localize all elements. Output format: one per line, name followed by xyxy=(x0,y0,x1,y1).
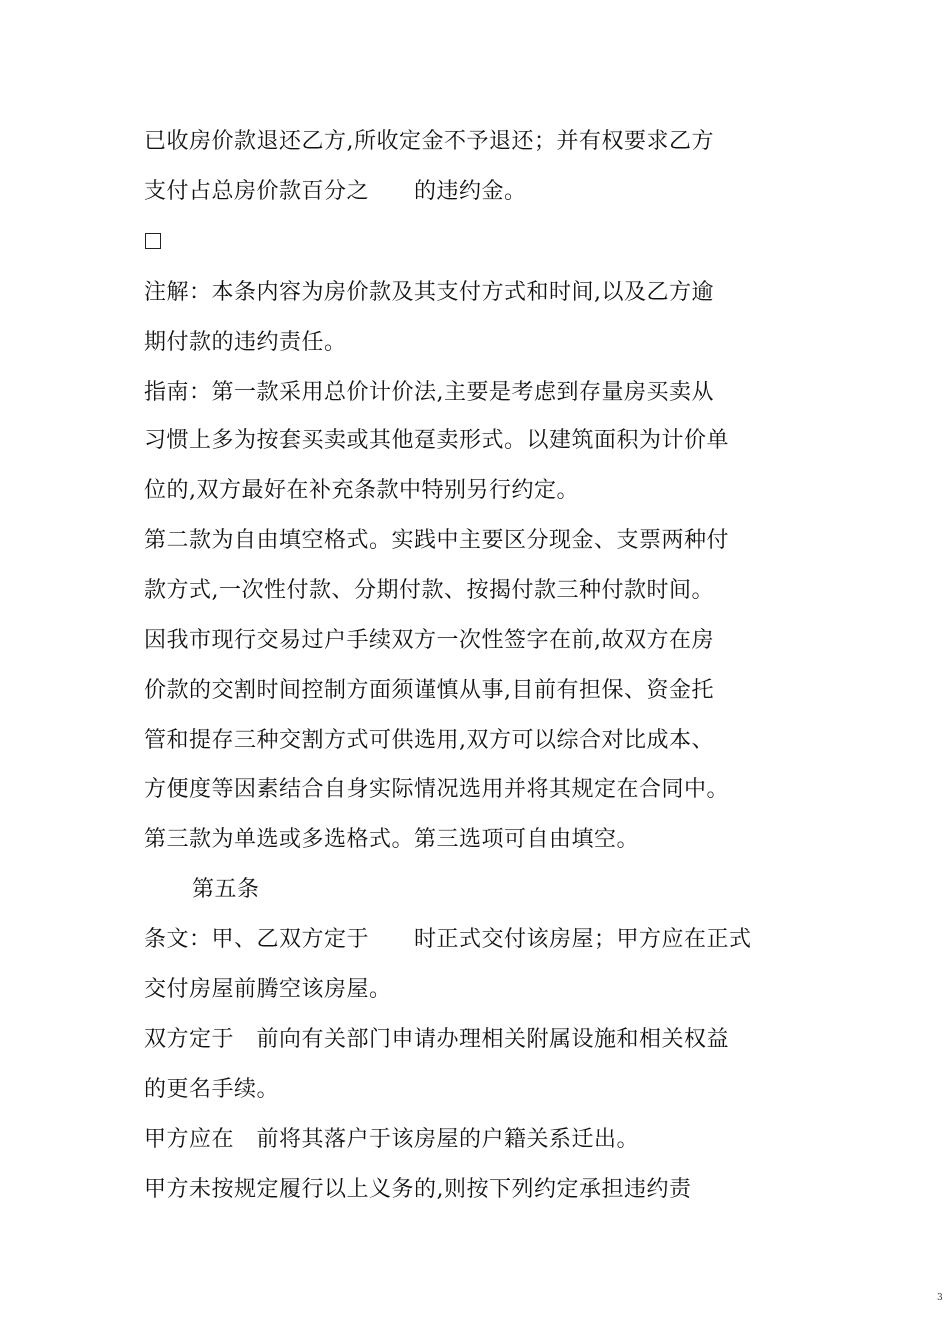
text-line: 注解：本条内容为房价款及其支付方式和时间,以及乙方逾 xyxy=(144,280,714,305)
text-line: 因我市现行交易过户手续双方一次性签字在前,故双方在房 xyxy=(144,628,714,653)
section-heading: 第五条 xyxy=(192,877,260,902)
text-line: 第二款为自由填空格式。实践中主要区分现金、支票两种付 xyxy=(144,528,730,553)
text-line: 甲方未按规定履行以上义务的,则按下列约定承担违约责 xyxy=(144,1177,692,1202)
text-line: 位的,双方最好在补充条款中特别另行约定。 xyxy=(144,478,579,503)
text-line: 支付占总房价款百分之 的违约金。 xyxy=(144,179,527,204)
text-line: 价款的交割时间控制方面须谨慎从事,目前有担保、资金托 xyxy=(144,678,714,703)
text-line: 管和提存三种交割方式可供选用,双方可以综合对比成本、 xyxy=(144,728,714,753)
text-line: 第三款为单选或多选格式。第三选项可自由填空。 xyxy=(144,827,640,852)
text-line: 条文：甲、乙双方定于 时正式交付该房屋；甲方应在正式 xyxy=(144,927,752,952)
checkbox[interactable] xyxy=(145,233,161,249)
text-line: 款方式,一次性付款、分期付款、按揭付款三种付款时间。 xyxy=(144,578,714,603)
text-line: 指南：第一款采用总价计价法,主要是考虑到存量房买卖从 xyxy=(144,380,714,405)
text-line: 交付房屋前腾空该房屋。 xyxy=(144,977,392,1002)
text-line: 的更名手续。 xyxy=(144,1077,280,1102)
text-line: 甲方应在 前将其落户于该房屋的户籍关系迁出。 xyxy=(144,1127,640,1152)
page-number: 3 xyxy=(937,1293,943,1303)
text-line: 习惯上多为按套买卖或其他趸卖形式。以建筑面积为计价单 xyxy=(144,428,730,453)
text-line: 期付款的违约责任。 xyxy=(144,330,347,355)
text-line: 已收房价款退还乙方,所收定金不予退还；并有权要求乙方 xyxy=(144,129,714,154)
text-line: 方便度等因素结合自身实际情况选用并将其规定在合同中。 xyxy=(144,777,730,802)
text-line: 双方定于 前向有关部门申请办理相关附属设施和相关权益 xyxy=(144,1027,730,1052)
